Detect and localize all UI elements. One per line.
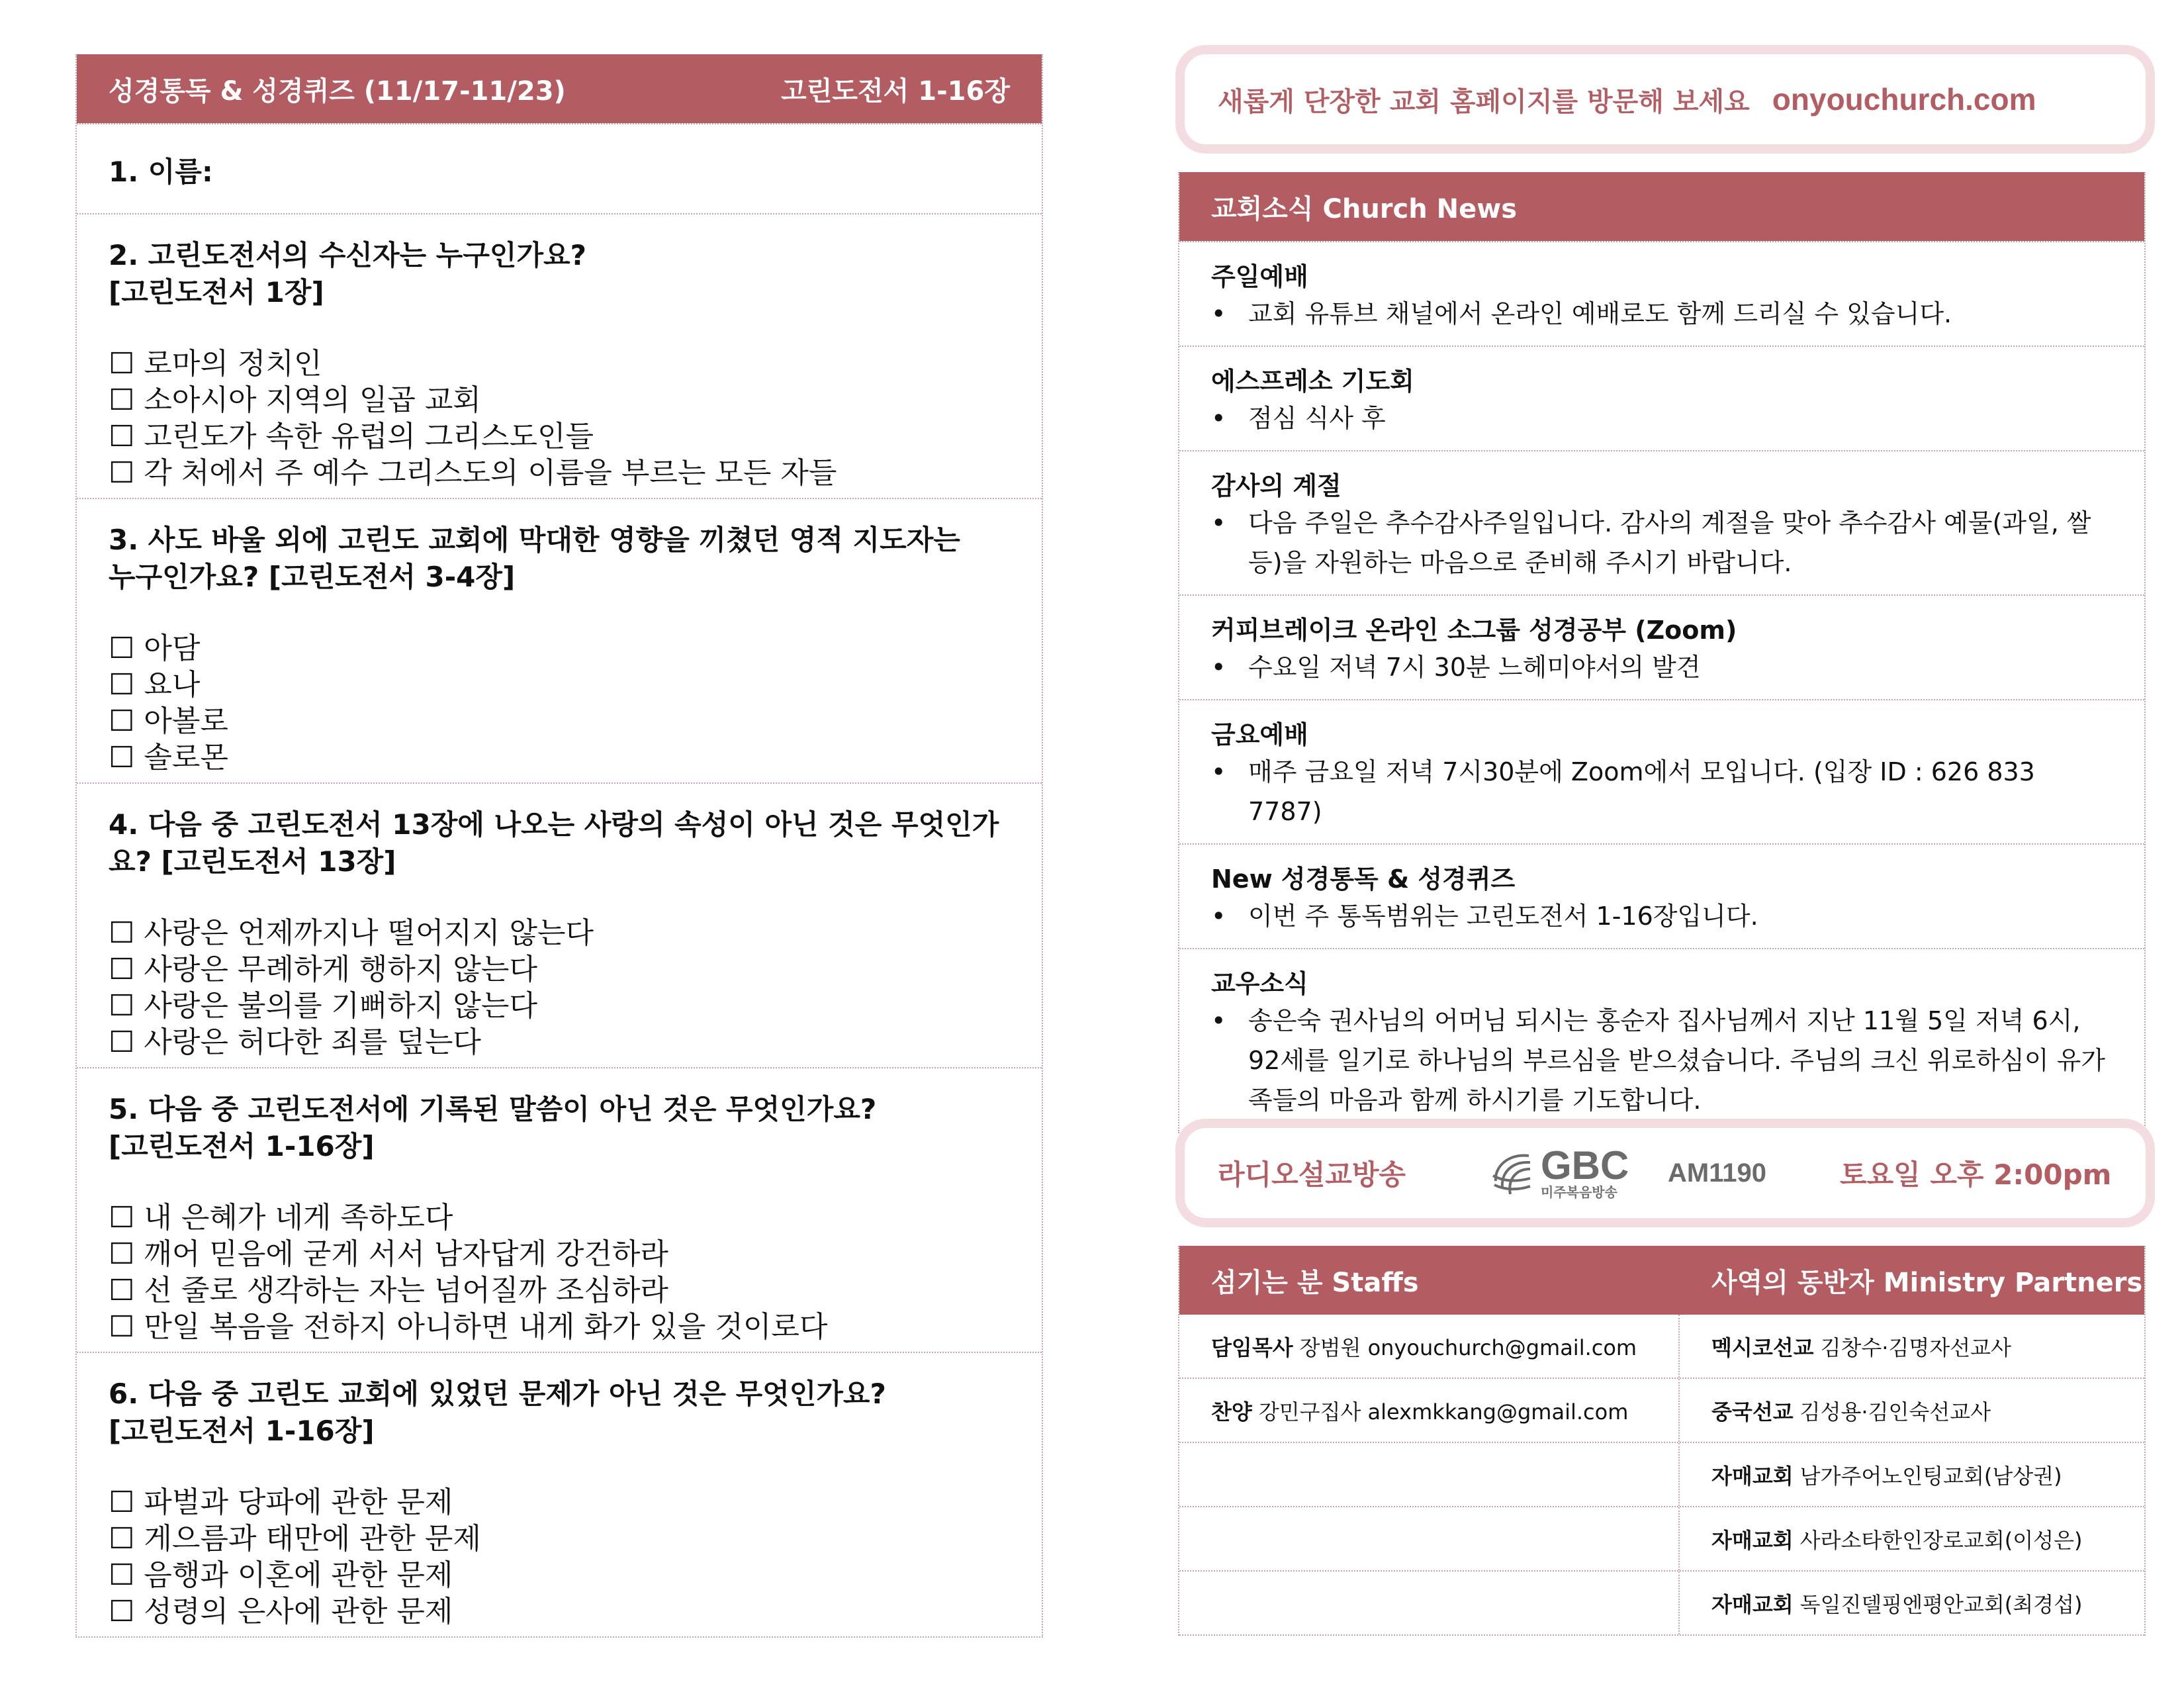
answer-option[interactable]: ☐ 깨어 믿음에 굳게 서서 남자답게 강건하라 <box>109 1237 668 1271</box>
bullet-icon: • <box>1211 404 1226 433</box>
news-body: 교회 유튜브 채널에서 온라인 예배로도 함께 드리실 수 있습니다. <box>1248 299 1952 328</box>
radio-broadcast-banner <box>1175 1119 2155 1227</box>
answer-option[interactable]: ☐ 선 줄로 생각하는 자는 넘어질까 조심하라 <box>109 1274 668 1307</box>
bullet-icon: • <box>1211 757 1226 786</box>
homepage-message: 새롭게 단장한 교회 홈페이지를 방문해 보세요 <box>1218 86 1750 117</box>
news-body: 매주 금요일 저녁 7시30분에 Zoom에서 모입니다. (입장 ID : 626 833 7787) <box>1248 757 2035 826</box>
answer-option[interactable]: ☐ 아담 <box>109 632 201 665</box>
news-header: 교회소식 Church News <box>1179 172 2144 241</box>
answer-option[interactable]: ☐ 고린도가 속한 유럽의 그리스도인들 <box>109 420 594 453</box>
quiz-header <box>77 54 1042 123</box>
question-title: 6. 다음 중 고린도 교회에 있었던 문제가 아닌 것은 무엇인가요? <box>109 1378 886 1410</box>
table-row <box>1179 1315 2144 1379</box>
news-item <box>1179 843 2144 948</box>
partner-cell <box>1680 1571 2143 1634</box>
partner-cell <box>1680 1507 2143 1570</box>
news-body: 점심 식사 후 <box>1248 404 1386 433</box>
answer-option[interactable]: ☐ 요나 <box>109 668 201 702</box>
staff-role: 찬양 <box>1211 1399 1252 1425</box>
partner-cell <box>1680 1443 2143 1506</box>
partner-info: 김창수·김명자선교사 <box>1820 1335 2011 1360</box>
answer-option[interactable]: ☐ 내 은혜가 네게 족하도다 <box>109 1201 453 1235</box>
bullet-icon: • <box>1211 902 1226 931</box>
quiz-name-field <box>77 123 1042 213</box>
answer-option[interactable]: ☐ 솔로몬 <box>109 741 228 774</box>
answer-option[interactable]: ☐ 로마의 정치인 <box>109 347 322 381</box>
table-row <box>1179 1507 2144 1571</box>
question-reference: 요? [고린도전서 13장] <box>109 845 396 878</box>
news-title: 금요예배 <box>1211 720 1308 749</box>
staff-cell <box>1179 1315 1680 1378</box>
answer-option[interactable]: ☐ 사랑은 불의를 기뻐하지 않는다 <box>109 989 537 1023</box>
quiz-header-range: 고린도전서 1-16장 <box>781 75 1010 107</box>
gbc-logo <box>1489 1143 1655 1200</box>
table-row <box>1179 1379 2144 1443</box>
partners-header-label: 사역의 동반자 Ministry Partners <box>1711 1267 2143 1298</box>
gbc-logo-subtitle: 미주복음방송 <box>1541 1184 1617 1200</box>
question-title: 5. 다음 중 고린도전서에 기록된 말씀이 아닌 것은 무엇인가요? <box>109 1093 877 1125</box>
news-body: 다음 주일은 추수감사주일입니다. 감사의 계절을 맞아 추수감사 예물(과일, 쌀 등)을 자원하는 마음으로 준비해 주시기 바랍니다. <box>1248 508 2091 577</box>
news-body: 이번 주 통독범위는 고린도전서 1-16장입니다. <box>1248 902 1758 931</box>
news-title: 주일예배 <box>1211 262 1308 291</box>
bullet-icon: • <box>1211 299 1226 328</box>
answer-option[interactable]: ☐ 음행과 이혼에 관한 문제 <box>109 1558 453 1592</box>
partner-role: 자매교회 <box>1711 1591 1794 1617</box>
question-title: 3. 사도 바울 외에 고린도 교회에 막대한 영향을 끼쳤던 영적 지도자는 <box>109 524 960 556</box>
partner-cell <box>1680 1379 2143 1442</box>
bullet-icon: • <box>1211 1006 1226 1035</box>
staff-cell <box>1179 1571 1680 1634</box>
question-title: 2. 고린도전서의 수신자는 누구인가요? <box>109 239 586 271</box>
question-4 <box>77 782 1042 1067</box>
answer-option[interactable]: ☐ 소아시아 지역의 일곱 교회 <box>109 383 481 417</box>
news-item <box>1179 450 2144 594</box>
staff-cell <box>1179 1379 1680 1442</box>
news-item <box>1179 346 2144 450</box>
news-title: 커피브레이크 온라인 소그룹 성경공부 (Zoom) <box>1211 616 1737 645</box>
quiz-header-title: 성경통독 & 성경퀴즈 (11/17-11/23) <box>109 75 566 107</box>
homepage-banner <box>1175 45 2155 154</box>
answer-option[interactable]: ☐ 사랑은 무례하게 행하지 않는다 <box>109 953 537 986</box>
news-title: 에스프레소 기도회 <box>1211 367 1414 396</box>
news-title: 교우소식 <box>1211 969 1308 998</box>
answer-option[interactable]: ☐ 파벌과 당파에 관한 문제 <box>109 1485 453 1519</box>
radio-station: AM1190 <box>1668 1158 1766 1188</box>
homepage-link[interactable]: onyouchurch.com <box>1772 82 2036 117</box>
question-2 <box>77 213 1042 498</box>
gbc-logo-text: GBC <box>1541 1143 1629 1188</box>
partner-role: 멕시코선교 <box>1711 1335 1814 1360</box>
partner-info: 남가주어노인팅교회(남상권) <box>1799 1463 2062 1489</box>
staff-header-label: 섬기는 분 Staffs <box>1211 1267 1419 1298</box>
bullet-icon: • <box>1211 508 1226 538</box>
partner-role: 자매교회 <box>1711 1463 1794 1489</box>
partner-cell <box>1680 1315 2143 1378</box>
question-reference: 누구인가요? [고린도전서 3-4장] <box>109 561 516 593</box>
church-news-panel <box>1178 172 2146 1133</box>
news-item <box>1179 594 2144 699</box>
answer-option[interactable]: ☐ 만일 복음을 전하지 아니하면 내게 화가 있을 것이로다 <box>109 1310 828 1344</box>
radio-time: 토요일 오후 2:00pm <box>1840 1158 2112 1191</box>
staff-info: 강민구집사 alexmkkang@gmail.com <box>1258 1399 1629 1425</box>
partner-info: 김성용·김인숙선교사 <box>1799 1399 1991 1425</box>
bullet-icon: • <box>1211 653 1226 682</box>
news-item <box>1179 699 2144 843</box>
question-reference: [고린도전서 1-16장] <box>109 1130 375 1162</box>
question-5 <box>77 1067 1042 1352</box>
answer-option[interactable]: ☐ 아볼로 <box>109 704 228 738</box>
news-title: 감사의 계절 <box>1211 471 1342 500</box>
partner-role: 중국선교 <box>1711 1399 1794 1425</box>
staff-info: 장범원 onyouchurch@gmail.com <box>1299 1335 1637 1360</box>
answer-option[interactable]: ☐ 사랑은 언제까지나 떨어지지 않는다 <box>109 916 594 950</box>
question-3 <box>77 498 1042 782</box>
radio-label: 라디오설교방송 <box>1218 1158 1406 1191</box>
question-title: 4. 다음 중 고린도전서 13장에 나오는 사랑의 속성이 아닌 것은 무엇인가 <box>109 808 999 841</box>
question-reference: [고린도전서 1장] <box>109 276 324 308</box>
staff-panel <box>1178 1246 2146 1636</box>
news-item <box>1179 948 2144 1132</box>
staff-role: 담임목사 <box>1211 1335 1293 1360</box>
question-6 <box>77 1352 1042 1636</box>
news-body: 송은숙 권사님의 어머님 되시는 홍순자 집사님께서 지난 11월 5일 저녁 6시, 92세를 일기로 하나님의 부르심을 받으셨습니다. 주님의 크신 위로하심이 유가족들의 마음과 함께 하시기를 기도합니다. <box>1248 1006 2106 1115</box>
answer-option[interactable]: ☐ 성령의 은사에 관한 문제 <box>109 1595 453 1628</box>
table-row <box>1179 1571 2144 1636</box>
answer-option[interactable]: ☐ 사랑은 허다한 죄를 덮는다 <box>109 1025 481 1059</box>
staff-cell <box>1179 1443 1680 1506</box>
staff-cell <box>1179 1507 1680 1570</box>
answer-option[interactable]: ☐ 게으름과 태만에 관한 문제 <box>109 1522 481 1556</box>
name-label: 1. 이름: <box>109 156 213 188</box>
answer-option[interactable]: ☐ 각 처에서 주 예수 그리스도의 이름을 부르는 모든 자들 <box>109 456 837 490</box>
news-body: 수요일 저녁 7시 30분 느헤미야서의 발견 <box>1248 653 1701 682</box>
news-item <box>1179 241 2144 346</box>
partner-role: 자매교회 <box>1711 1527 1794 1553</box>
question-reference: [고린도전서 1-16장] <box>109 1415 375 1447</box>
partner-info: 사라소타한인장로교회(이성은) <box>1799 1527 2083 1553</box>
news-title: New 성경통독 & 성경퀴즈 <box>1211 865 1516 894</box>
bible-quiz-panel <box>75 54 1043 1638</box>
globe-icon <box>1489 1147 1535 1199</box>
partner-info: 독일진델핑엔평안교회(최경섭) <box>1799 1591 2083 1617</box>
staff-header <box>1179 1246 2144 1315</box>
table-row <box>1179 1443 2144 1507</box>
